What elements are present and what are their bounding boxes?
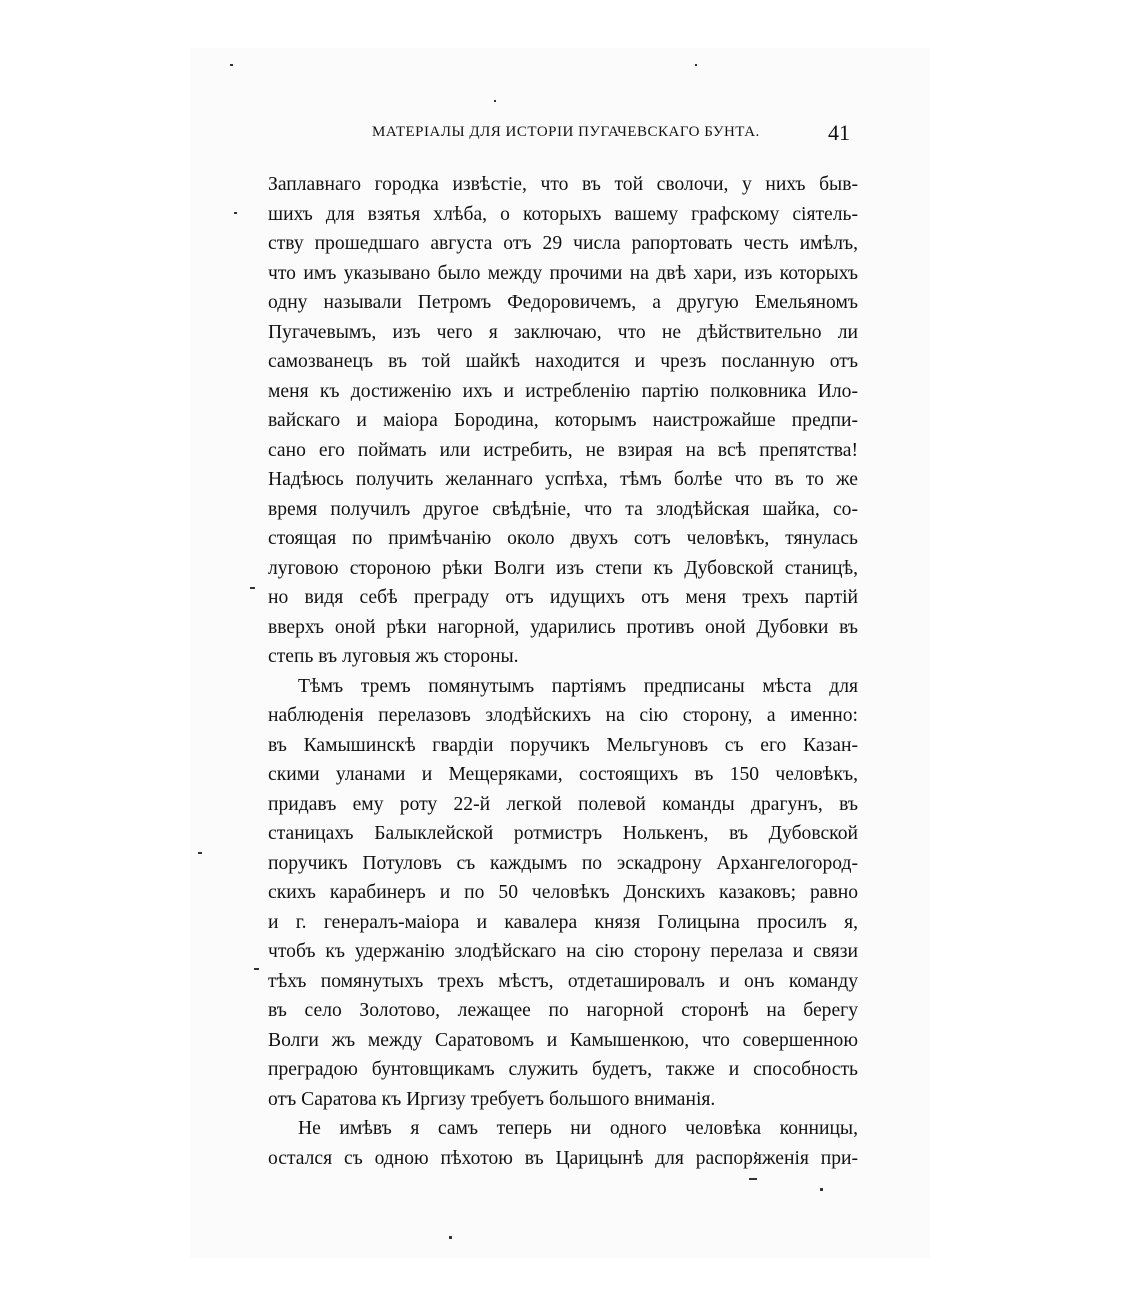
scan-speck (695, 64, 697, 66)
text-line: преградою бунтовщикамъ служить будетъ, также и способность (268, 1059, 858, 1080)
scan-speck (449, 1236, 452, 1239)
text-line: Заплавнаго городка извѣстіе, что въ той сволочи, у нихъ быв- (268, 174, 858, 195)
scan-speck (198, 852, 202, 854)
body-text (268, 170, 858, 1173)
text-line: Пугачевымъ, изъ чего я заключаю, что не дѣйствительно ли (268, 321, 858, 343)
text-line: самозванецъ въ той шайкѣ находится и чрезъ посланную отъ (268, 351, 858, 372)
text-line: поручикъ Потуловъ съ каждымъ по эскадрону Архангелогород- (268, 852, 858, 874)
text-line: Тѣмъ тремъ помянутымъ партіямъ предписаны мѣста для (298, 675, 858, 697)
text-line: скими уланами и Мещеряками, состоящихъ въ 150 человѣкъ, (268, 764, 858, 785)
scan-speck (234, 212, 237, 214)
text-line: Не имѣвъ я самъ теперь ни одного человѣка конницы, (298, 1118, 858, 1139)
text-line: остался съ одною пѣхотою въ Царицынѣ для распоряженія при- (268, 1147, 858, 1169)
paragraph (268, 672, 858, 1115)
page-number: 41 (828, 120, 850, 145)
text-line: въ Камышинскѣ гвардіи поручикъ Мельгуновъ съ его Казан- (268, 734, 858, 756)
text-line: придавъ ему роту 22-й легкой полевой команды драгунъ, въ (268, 793, 858, 815)
text-line: что имъ указывано было между прочими на двѣ хари, изъ которыхъ (268, 262, 858, 284)
text-line: въ село Золотово, лежащее по нагорной сторонѣ на берегу (268, 1000, 858, 1021)
text-line: но видя себѣ преграду отъ идущихъ отъ меня трехъ партій (268, 587, 858, 608)
text-line: тѣхъ помянутыхъ трехъ мѣстъ, отдеташировалъ и онъ команду (268, 970, 858, 992)
text-line: меня къ достиженію ихъ и истребленію партію полковника Ило- (268, 380, 858, 402)
text-line: Надѣюсь получить желаннаго успѣха, тѣмъ болѣе что въ то же (268, 469, 858, 490)
text-line: сано его поймать или истребить, не взирая на всѣ препятства! (268, 439, 858, 461)
text-line: стоящая по примѣчанію около двухъ сотъ человѣкъ, тянулась (268, 528, 858, 549)
text-line: наблюденія перелазовъ злодѣйскихъ на сію сторону, а именно: (268, 705, 858, 726)
text-line: чтобъ къ удержанію злодѣйскаго на сію сторону перелаза и связи (268, 941, 858, 962)
text-line: шихъ для взятья хлѣба, о которыхъ вашему графскому сіятель- (268, 203, 858, 225)
text-line: Волги жъ между Саратовомъ и Камышенкою, что совершенною (268, 1029, 858, 1051)
paragraph (268, 170, 858, 672)
scan-speck (494, 100, 496, 102)
text-line: вверхъ оной рѣки нагорной, ударились противъ оной Дубовки въ (268, 616, 858, 638)
scan-speck (230, 64, 233, 66)
text-line: степь въ луговыя жъ стороны. (268, 646, 519, 667)
text-line: отъ Саратова къ Иргизу требуетъ большого вниманія. (268, 1088, 716, 1110)
text-line: и г. генералъ-маіора и кавалера князя Голицына просилъ я, (268, 911, 858, 933)
paragraph (268, 1114, 858, 1173)
running-head: МАТЕРІАЛЫ ДЛЯ ИСТОРІИ ПУГАЧЕВСКАГО БУНТА. (372, 124, 760, 140)
scan-speck (254, 968, 259, 970)
text-line: одну называли Петромъ Федоровичемъ, а другую Емельяномъ (268, 292, 858, 313)
scan-speck (749, 1178, 757, 1180)
text-line: луговою стороною рѣки Волги изъ степи къ Дубовской станицѣ, (268, 557, 858, 579)
text-line: скихъ карабинеръ и по 50 человѣкъ Донскихъ казаковъ; равно (268, 882, 858, 903)
scan-speck (250, 587, 255, 589)
text-line: станицахъ Балыклейской ротмистръ Нолькенъ, въ Дубовской (268, 823, 858, 844)
text-line: ству прошедшаго августа отъ 29 числа рапортовать честь имѣлъ, (268, 233, 858, 254)
text-line: вайскаго и маіора Бородина, которымъ наистрожайше предпи- (268, 410, 858, 431)
scan-speck (820, 1188, 823, 1191)
text-line: время получилъ другое свѣдѣніе, что та злодѣйская шайка, со- (268, 498, 858, 520)
